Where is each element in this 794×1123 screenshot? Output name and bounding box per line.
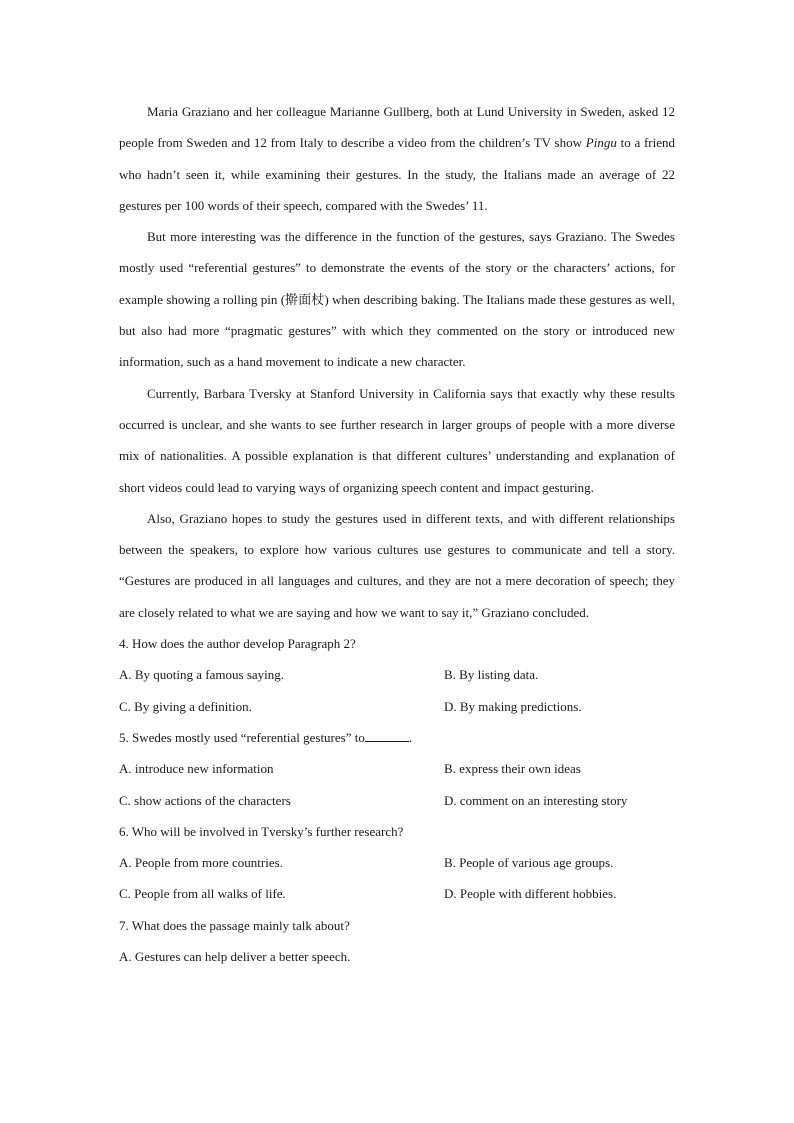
question-4-options-row-1	[119, 659, 675, 690]
question-7-option-a[interactable]: A. Gestures can help deliver a better speech.	[119, 949, 351, 965]
show-title: Pingu	[585, 135, 617, 151]
question-5-options-row-2	[119, 785, 675, 816]
question-5-option-b[interactable]: B. express their own ideas	[444, 761, 581, 777]
passage-paragraph-1	[119, 96, 675, 221]
question-4-option-d[interactable]: D. By making predictions.	[444, 698, 582, 714]
passage-paragraph-4: Also, Graziano hopes to study the gestures used in different texts, and with different relationships between the speakers, to explore how various cultures use gestures to communicate and tell a story. “Gestures are produced in all languages and cultures, and they are not a mere decoration of speech; they are closely related to what we are saying and how we want to say it,” Graziano concluded.	[119, 510, 675, 620]
question-5-stem-text: 5. Swedes mostly used “referential gestures” to	[119, 729, 365, 745]
question-5-options-row-1	[119, 753, 675, 784]
question-6-option-b[interactable]: B. People of various age groups.	[444, 855, 614, 871]
passage-paragraph-2: But more interesting was the difference in the function of the gestures, says Graziano. The Swedes mostly used “referential gestures” to demonstrate the events of the story or the characters’ actions, for example showing a rolling pin (擀面杖) when describing baking. The Italians made these gestures as well, but also had more “pragmatic gestures” with which they commented on the story or introduced new information, such as a hand movement to indicate a new character.	[119, 229, 675, 370]
question-6-options-row-2	[119, 878, 675, 909]
question-5-stem-end: .	[408, 729, 413, 745]
question-6-option-c[interactable]: C. People from all walks of life.	[119, 886, 286, 902]
question-5-option-a[interactable]: A. introduce new information	[119, 761, 274, 777]
question-4-option-b[interactable]: B. By listing data.	[444, 667, 539, 683]
question-7-stem: 7. What does the passage mainly talk about?	[119, 917, 350, 933]
paragraph-1-text-a: Maria Graziano and her colleague Marianne Gullberg, both at Lund University in Sweden, asked 12 people from Sweden and 12 from Italy to describe a video from the children’s TV show	[119, 104, 675, 151]
question-5-option-d[interactable]: D. comment on an interesting story	[444, 792, 628, 808]
question-4-option-a[interactable]: A. By quoting a famous saying.	[119, 667, 285, 683]
question-6-stem: 6. Who will be involved in Tversky’s further research?	[119, 823, 404, 839]
question-6-option-d[interactable]: D. People with different hobbies.	[444, 886, 617, 902]
question-5-stem	[119, 722, 675, 753]
paragraph-1-text-b: to a friend who hadn’t seen it, while examining their gestures. In the study, the Italians made an average of 22 gestures per 100 words of their speech, compared with the Swedes’ 11.	[119, 135, 676, 213]
question-6-options-row-1	[119, 847, 675, 878]
passage-paragraph-3: Currently, Barbara Tversky at Stanford University in California says that exactly why these results occurred is unclear, and she wants to see further research in larger groups of people with a more diverse mix of nationalities. A possible explanation is that different cultures’ understanding and explanation of short videos could lead to varying ways of organizing speech content and impact gesturing.	[119, 385, 675, 495]
question-4-options-row-2	[119, 691, 675, 722]
answer-blank	[365, 730, 409, 742]
question-4-option-c[interactable]: C. By giving a definition.	[119, 698, 252, 714]
question-5-option-c[interactable]: C. show actions of the characters	[119, 792, 291, 808]
question-4-stem: 4. How does the author develop Paragraph 2?	[119, 636, 356, 652]
question-6-option-a[interactable]: A. People from more countries.	[119, 855, 283, 871]
exam-page	[119, 96, 675, 972]
